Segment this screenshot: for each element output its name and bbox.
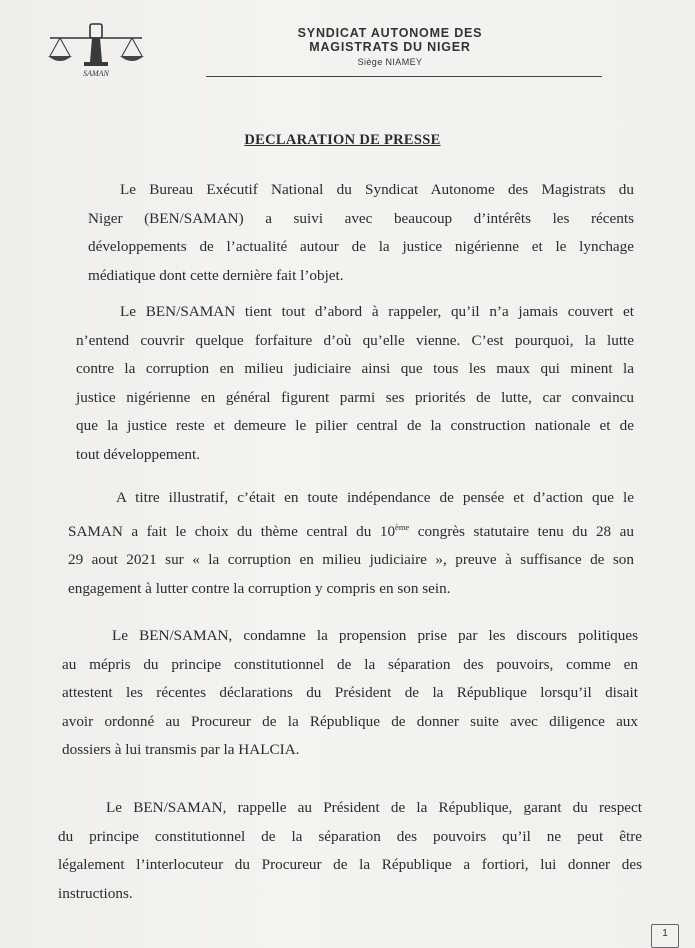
text-line: n’entend couvrir quelque forfaiture d’où qu’elle vienne. C’est pourquoi, la lutte (76, 331, 634, 349)
text-line: Le BEN/SAMAN tient tout d’abord à rappeler, qu’il n’a jamais couvert et (120, 303, 634, 320)
text-line: Le BEN/SAMAN, rappelle au Président de la République, garant du respect (106, 799, 642, 816)
text-segment: congrès statutaire tenu du 28 au (409, 522, 634, 540)
text-line: attestent les récentes déclarations du Président de la République lorsqu’il disait (62, 684, 638, 701)
paragraph-3 (68, 484, 634, 603)
text-line: instructions. (58, 884, 133, 902)
text-line: engagement à lutter contre la corruption y compris en son sein. (68, 579, 451, 597)
text-line: légalement l’interlocuteur du Procureur de la République a fortiori, lui donner des (58, 856, 642, 873)
text-line: médiatique dont cette dernière fait l’objet. (88, 266, 344, 284)
text-line (68, 513, 634, 547)
paragraph-4 (62, 622, 638, 765)
organization-header (290, 26, 490, 69)
text-line: Le Bureau Exécutif National du Syndicat Autonome des Magistrats du (120, 181, 634, 198)
text-line: au mépris du principe constitutionnel de la séparation des pouvoirs, comme en (62, 655, 638, 673)
org-name-line1: SYNDICAT AUTONOME DES (297, 26, 483, 40)
header-rule (206, 76, 602, 77)
text-line: du principe constitutionnel de la séparation des pouvoirs qu’il ne peut être (58, 827, 642, 845)
text-line: dossiers à lui transmis par la HALCIA. (62, 741, 300, 758)
text-line: A titre illustratif, c’était en toute indépendance de pensée et d’action que le (116, 489, 634, 506)
text-line: développements de l’actualité autour de la justice nigérienne et le lynchage (88, 238, 634, 255)
org-name-line2: MAGISTRATS DU NIGER (309, 40, 471, 54)
text-line: Niger (BEN/SAMAN) a suivi avec beaucoup d’intérêts les récents (88, 209, 634, 227)
page-number: 1 (651, 924, 679, 948)
text-line: avoir ordonné au Procureur de la République de donner suite avec diligence aux (62, 712, 638, 730)
text-line: justice nigérienne en général figurent parmi ses priorités de lutte, car convaincu (76, 388, 634, 406)
text-line: contre la corruption en milieu judiciaire ainsi que tous les maux qui minent la (76, 360, 634, 377)
document-title: DECLARATION DE PRESSE (244, 132, 441, 148)
logo-text: SAMAN (83, 69, 109, 78)
text-line: tout développement. (76, 445, 200, 463)
org-seat: Siège NIAMEY (357, 57, 423, 67)
ordinal-superscript: ème (395, 521, 410, 532)
text-line: 29 aout 2021 sur « la corruption en milieu judiciaire », preuve à suffisance de son (68, 551, 634, 569)
text-segment: SAMAN a fait le choix du thème central du 10 (68, 522, 396, 540)
paragraph-2 (76, 298, 634, 469)
paragraph-1 (88, 176, 634, 290)
scales-of-justice-logo (44, 20, 148, 80)
paragraph-5 (58, 794, 642, 908)
text-line: que la justice reste et demeure le pilier central de la construction nationale et de (76, 417, 634, 434)
text-line: Le BEN/SAMAN, condamne la propension prise par les discours politiques (112, 627, 638, 644)
